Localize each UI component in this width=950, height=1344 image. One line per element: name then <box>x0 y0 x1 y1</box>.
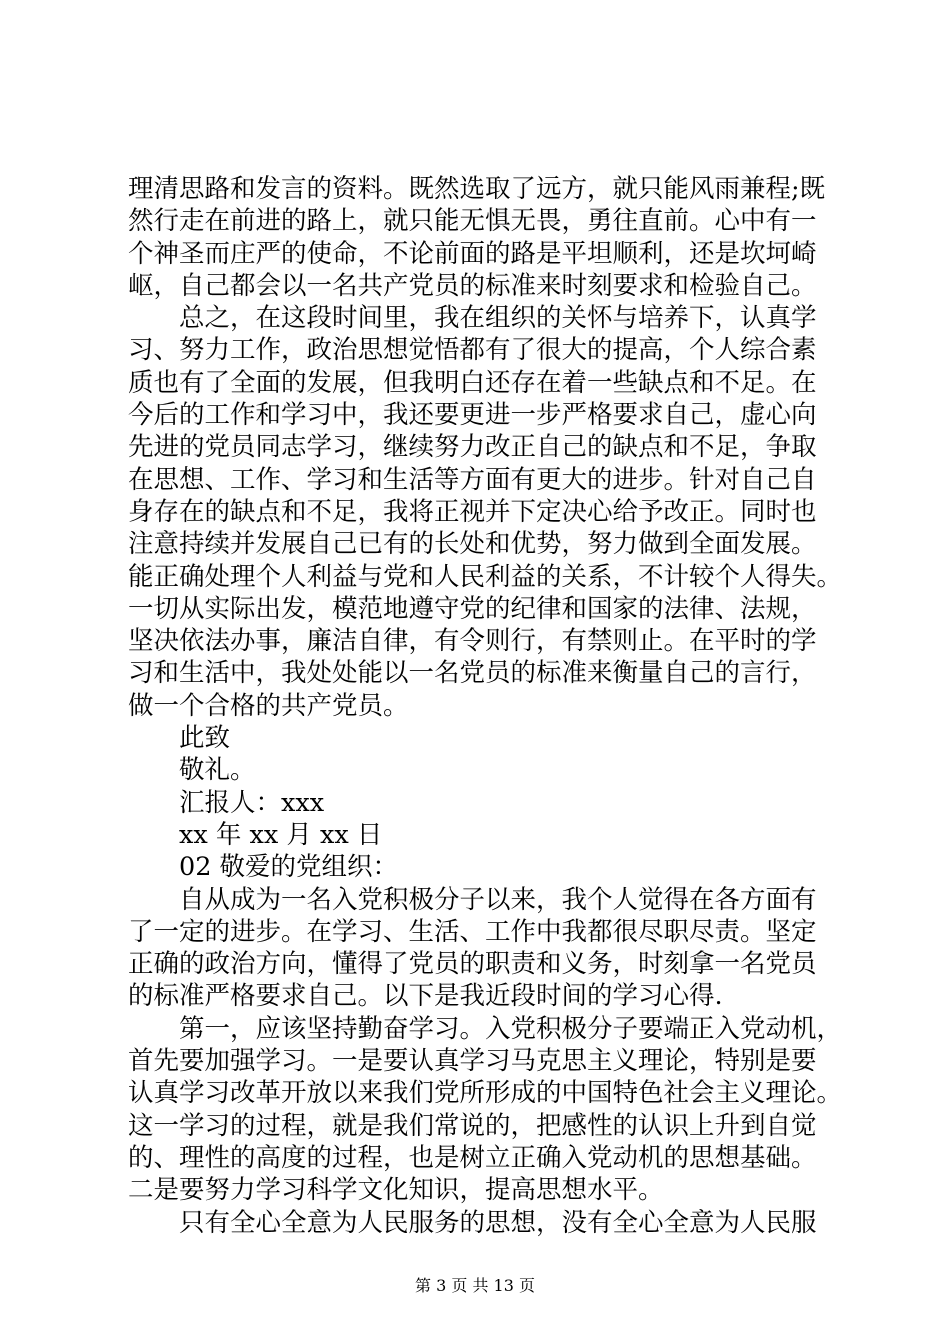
reporter-line: 汇报人：xxx <box>179 787 325 818</box>
text-line: 总之，在这段时间里，我在组织的关怀与培养下，认真学 <box>179 303 817 334</box>
text-line: 自从成为一名入党积极分子以来，我个人觉得在各方面有 <box>179 884 817 915</box>
text-line: 身存在的缺点和不足，我将正视并下定决心给予改正。同时也 <box>128 496 817 527</box>
text-line: 坚决依法办事，廉洁自律，有令则行，有禁则止。在平时的学 <box>128 626 817 657</box>
text-line: 个神圣而庄严的使命，不论前面的路是平坦顺利，还是坎坷崎 <box>128 238 817 269</box>
text-line: 质也有了全面的发展，但我明白还存在着一些缺点和不足。在 <box>128 367 817 398</box>
text-line: 首先要加强学习。一是要认真学习马克思主义理论，特别是要 <box>128 1046 817 1077</box>
text-line: 能正确处理个人利益与党和人民利益的关系，不计较个人得失。 <box>128 561 843 592</box>
text-line: 只有全心全意为人民服务的思想，没有全心全意为人民服 <box>179 1207 817 1238</box>
text-line: 理清思路和发言的资料。既然选取了远方，就只能风雨兼程;既 <box>128 174 826 204</box>
text-line: 然行走在前进的路上，就只能无惧无畏，勇往直前。心中有一 <box>128 206 817 237</box>
text-line: 习、努力工作，政治思想觉悟都有了很大的提高，个人综合素 <box>128 335 817 366</box>
text-line: 岖，自己都会以一名共产党员的标准来时刻要求和检验自己。 <box>128 270 817 301</box>
text-line: 做一个合格的共产党员。 <box>128 690 409 721</box>
text-line: 第一，应该坚持勤奋学习。入党积极分子要端正入党动机， <box>179 1013 843 1044</box>
body-text <box>128 173 843 1239</box>
text-line: 习和生活中，我处处能以一名党员的标准来衡量自己的言行， <box>128 658 817 689</box>
salutation-line: 敬礼。 <box>179 755 256 786</box>
date-line: xx 年 xx 月 xx 日 <box>179 819 383 850</box>
text-line: 在思想、工作、学习和生活等方面有更大的进步。针对自己自 <box>128 464 817 495</box>
text-line: 二是要努力学习科学文化知识，提高思想水平。 <box>128 1175 664 1206</box>
section-heading: 02 敬爱的党组织： <box>179 852 399 883</box>
text-line: 认真学习改革开放以来我们党所形成的中国特色社会主义理论。 <box>128 1078 843 1109</box>
text-line: 了一定的进步。在学习、生活、工作中我都很尽职尽责。坚定 <box>128 916 817 947</box>
page-footer: 第 3 页 共 13 页 <box>415 1276 535 1295</box>
text-line: 正确的政治方向，懂得了党员的职责和义务，时刻拿一名党员 <box>128 949 817 980</box>
text-line: 这一学习的过程，就是我们常说的，把感性的认识上升到自觉 <box>128 1110 817 1141</box>
text-line: 注意持续并发展自己已有的长处和优势，努力做到全面发展。 <box>128 529 817 560</box>
text-line: 一切从实际出发，模范地遵守党的纪律和国家的法律、法规， <box>128 593 817 624</box>
text-line: 的标准严格要求自己。以下是我近段时间的学习心得. <box>128 981 723 1012</box>
text-line: 先进的党员同志学习，继续努力改正自己的缺点和不足，争取 <box>128 432 817 463</box>
salutation-line: 此致 <box>179 723 231 754</box>
text-line: 今后的工作和学习中，我还要更进一步严格要求自己，虚心向 <box>128 400 817 431</box>
text-line: 的、理性的高度的过程，也是树立正确入党动机的思想基础。 <box>128 1142 817 1173</box>
